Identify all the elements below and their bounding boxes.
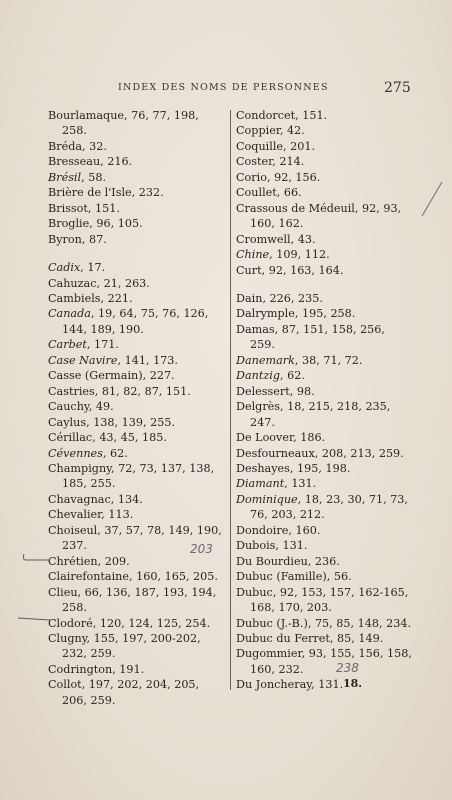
entry-pages: , 56. (326, 570, 352, 584)
index-entry (48, 260, 226, 275)
entry-name: Diamant (236, 477, 285, 491)
index-entry (236, 646, 412, 677)
entry-pages: , 75, 85, 148, 234. (307, 616, 412, 630)
entry-name: Damas (236, 322, 275, 336)
index-entry (48, 276, 226, 291)
entry-pages: , 191. (112, 662, 145, 676)
entry-pages: , 221. (100, 291, 133, 305)
entry-pages: , 236. (307, 554, 340, 568)
entry-name: Dominique (236, 492, 298, 506)
entry-pages: , 93, 155, 156, 158, 160, 232. (250, 647, 412, 676)
entry-pages: , 232. (131, 186, 164, 200)
entry-name: Brissot (48, 201, 88, 215)
index-entry (236, 446, 412, 461)
section-gap (48, 247, 226, 260)
entry-name: Dantzig (236, 369, 280, 383)
index-entry (48, 507, 226, 522)
entry-name: Condorcet (236, 109, 296, 122)
entry-name: Dubuc du Ferret (236, 631, 330, 645)
section-gap (236, 278, 412, 291)
entry-name: Byron (48, 232, 82, 246)
entry-pages: , 160. (288, 523, 321, 537)
entry-name: Brière de l'Isle (48, 186, 132, 200)
index-entry (236, 139, 412, 154)
index-entry (236, 322, 412, 353)
entry-pages: , 214. (272, 155, 305, 169)
entry-name: Castries (48, 384, 95, 398)
entry-name: Chrétien (48, 554, 98, 568)
index-entry (48, 139, 226, 154)
entry-name: Codrington (48, 662, 113, 676)
entry-name: Cévennes (48, 446, 103, 460)
entry-name: Dubuc (236, 585, 273, 599)
index-entry (236, 384, 412, 399)
entry-name: Coppier (236, 124, 280, 138)
index-entry (48, 585, 226, 616)
index-column-left (48, 108, 226, 708)
entry-name: Dubuc (Famille) (236, 570, 327, 584)
entry-pages: , 66. (276, 186, 302, 200)
entry-name: Deshayes (236, 461, 290, 475)
entry-pages: , 92, 153, 157, 162-165, 168, 170, 203. (250, 585, 409, 615)
entry-pages: , 226, 235. (262, 291, 323, 305)
index-entry (236, 123, 412, 138)
index-entry (236, 232, 412, 247)
index-entry (48, 353, 226, 368)
entry-name: Delgrès (236, 400, 281, 414)
entry-name: Coster (236, 155, 273, 169)
index-entry (236, 476, 412, 491)
entry-pages: , 76, 77, 198, 258. (62, 109, 199, 138)
index-entry (48, 662, 226, 677)
entry-pages: , 92, 156. (266, 170, 321, 184)
index-entry (236, 170, 412, 185)
index-entry (236, 247, 412, 262)
entry-pages: , 92, 163, 164. (261, 263, 344, 277)
entry-name: Clairefontaine (48, 570, 130, 584)
index-entry (236, 201, 412, 232)
index-entry (48, 306, 226, 337)
index-entry (48, 232, 226, 247)
index-entry (48, 631, 226, 662)
entry-name: Cahuzac (48, 276, 97, 290)
pencil-arrow-icon (14, 612, 52, 626)
index-entry (48, 368, 226, 383)
pencil-arrow-icon (18, 548, 52, 566)
margin-note-238: 238 (336, 661, 359, 675)
entry-pages: , 201. (283, 139, 316, 153)
index-entry (48, 677, 226, 708)
entry-pages: , 62. (279, 369, 305, 383)
index-entry (48, 399, 226, 414)
entry-name: Chevalier (48, 508, 102, 522)
index-entry (236, 569, 412, 584)
entry-pages: , 96, 105. (89, 217, 143, 231)
entry-pages: , 66, 136, 187, 193, 194, 258. (62, 585, 217, 615)
entry-name: Dubois (236, 539, 276, 553)
index-entry (236, 291, 412, 306)
entry-pages: , 87. (81, 232, 107, 246)
entry-name: Broglie (48, 217, 90, 231)
index-entry (236, 585, 412, 616)
index-entry (48, 337, 226, 352)
entry-pages: , 131. (275, 539, 308, 553)
index-entry (236, 538, 412, 553)
index-entry (236, 154, 412, 169)
index-entry (236, 492, 412, 523)
entry-name: Bréda (48, 139, 83, 153)
index-entry (48, 384, 226, 399)
entry-pages: , 186. (293, 431, 326, 445)
entry-name: Cromwell (236, 232, 291, 246)
entry-pages: , 113. (101, 508, 134, 522)
entry-name: Clieu (48, 585, 78, 599)
entry-name: Cauchy (48, 400, 89, 414)
index-entry (236, 616, 412, 631)
entry-name: Choiseul (48, 523, 98, 537)
entry-name: Coullet (236, 186, 277, 200)
index-entry (48, 430, 226, 445)
entry-name: Collot (48, 678, 82, 692)
entry-name: Cérillac (48, 431, 93, 445)
index-entry (236, 399, 412, 430)
index-entry (48, 569, 226, 584)
index-entry (48, 108, 226, 139)
entry-pages: , 42. (279, 124, 305, 138)
index-entry (236, 353, 412, 368)
entry-pages: , 18, 215, 218, 235, 247. (250, 400, 391, 429)
index-entry (48, 446, 226, 461)
entry-name: Dalrymple (236, 307, 295, 321)
index-entry (48, 201, 226, 216)
entry-pages: , 62. (102, 446, 128, 460)
entry-name: Caylus (48, 415, 87, 429)
entry-name: Du Joncheray (236, 678, 312, 692)
index-entry (236, 677, 412, 692)
index-entry (48, 492, 226, 507)
entry-name: Champigny (48, 461, 111, 475)
index-entry (48, 154, 226, 169)
entry-pages: , 209. (97, 554, 130, 568)
entry-pages: , 151. (87, 201, 120, 215)
entry-pages: , 92, 93, 160, 162. (250, 201, 402, 231)
entry-pages: , 155, 197, 200-202, 232, 259. (62, 631, 201, 661)
entry-name: Dubuc (J.-B.) (236, 616, 308, 630)
entry-pages: , 131. (284, 477, 317, 491)
entry-name: Bresseau (48, 155, 101, 169)
entry-pages: , 131. (311, 678, 344, 692)
entry-name: Coquille (236, 139, 284, 153)
entry-name: Danemark (236, 353, 295, 367)
entry-name: Canada (48, 307, 91, 321)
index-entry (48, 291, 226, 306)
entry-name: Corio (236, 170, 267, 184)
index-entry (236, 554, 412, 569)
index-entry (48, 554, 226, 569)
entry-name: Chine (236, 248, 270, 262)
entry-pages: , 38, 71, 72. (294, 353, 363, 367)
entry-pages: , 141, 173. (117, 353, 178, 367)
entry-pages: , 195, 258. (294, 307, 356, 321)
page-number: 275 (384, 80, 411, 96)
entry-pages: , 227. (142, 369, 175, 383)
entry-name: Carbet (48, 338, 87, 352)
entry-pages: , 21, 263. (96, 276, 150, 290)
index-entry (236, 263, 412, 278)
entry-name: Bourlamaque (48, 109, 125, 122)
entry-pages: , 85, 149. (329, 631, 384, 645)
entry-name: Dain (236, 291, 263, 305)
index-entry (236, 306, 412, 321)
entry-pages: , 43. (290, 232, 316, 246)
entry-pages: , 17. (80, 261, 106, 275)
entry-name: Du Bourdieu (236, 554, 308, 568)
entry-name: Cambiels (48, 291, 101, 305)
running-header (0, 80, 452, 100)
signature-mark: 18. (343, 677, 363, 690)
entry-pages: , 197, 202, 204, 205, 206, 259. (62, 678, 200, 707)
entry-name: Desfourneaux (236, 446, 315, 460)
entry-name: Curt (236, 263, 262, 277)
entry-pages: , 208, 213, 259. (314, 446, 404, 460)
index-entry (48, 185, 226, 200)
index-entry (48, 461, 226, 492)
entry-pages: , 87, 151, 158, 256, 259. (250, 322, 385, 352)
entry-name: Crassous de Médeuil (236, 201, 355, 215)
entry-pages: , 120, 124, 125, 254. (92, 616, 211, 630)
entry-pages: , 32. (82, 139, 107, 153)
entry-name: Brésil (48, 170, 82, 184)
entry-pages: , 72, 73, 137, 138, 185, 255. (62, 461, 215, 491)
entry-name: Chavagnac (48, 492, 111, 506)
column-divider (230, 110, 231, 690)
entry-name: Casse (Germain) (48, 369, 143, 383)
header-title: INDEX DES NOMS DE PERSONNES (118, 82, 329, 93)
index-column-right (236, 108, 412, 693)
index-entry (48, 216, 226, 231)
index-entry (236, 461, 412, 476)
entry-pages: , 43, 45, 185. (92, 431, 167, 445)
entry-name: De Loover (236, 431, 294, 445)
margin-note-203: 203 (190, 542, 213, 556)
index-entry (236, 108, 412, 123)
entry-name: Dugommier (236, 647, 302, 661)
pencil-mark-icon (416, 180, 446, 220)
entry-pages: , 81, 82, 87, 151. (94, 384, 191, 398)
entry-pages: , 160, 165, 205. (129, 570, 218, 584)
entry-name: Delessert (236, 384, 290, 398)
entry-pages: , 18, 23, 30, 71, 73, 76, 203, 212. (250, 492, 408, 522)
entry-name: Clodoré (48, 616, 93, 630)
entry-pages: , 195, 198. (289, 461, 351, 475)
entry-pages: , 134. (110, 492, 143, 506)
entry-pages: , 98. (289, 384, 315, 398)
entry-pages: , 151. (295, 109, 328, 122)
entry-pages: , 58. (81, 170, 106, 184)
index-entry (236, 631, 412, 646)
entry-pages: , 216. (100, 155, 133, 169)
index-entry (48, 415, 226, 430)
entry-name: Case Navire (48, 353, 118, 367)
index-entry (236, 185, 412, 200)
index-entry (236, 368, 412, 383)
entry-name: Dondoire (236, 523, 289, 537)
entry-pages: , 109, 112. (269, 248, 330, 262)
entry-pages: , 138, 139, 255. (86, 415, 176, 429)
entry-pages: , 171. (86, 338, 119, 352)
index-entry (48, 170, 226, 185)
index-entry (236, 523, 412, 538)
entry-pages: , 19, 64, 75, 76, 126, 144, 189, 190. (62, 307, 209, 336)
entry-name: Cadix (48, 261, 81, 275)
entry-pages: , 49. (88, 400, 114, 414)
index-entry (48, 616, 226, 631)
entry-pages: , 37, 57, 78, 149, 190, 237. (62, 523, 222, 553)
index-entry (236, 430, 412, 445)
entry-name: Clugny (48, 631, 87, 645)
